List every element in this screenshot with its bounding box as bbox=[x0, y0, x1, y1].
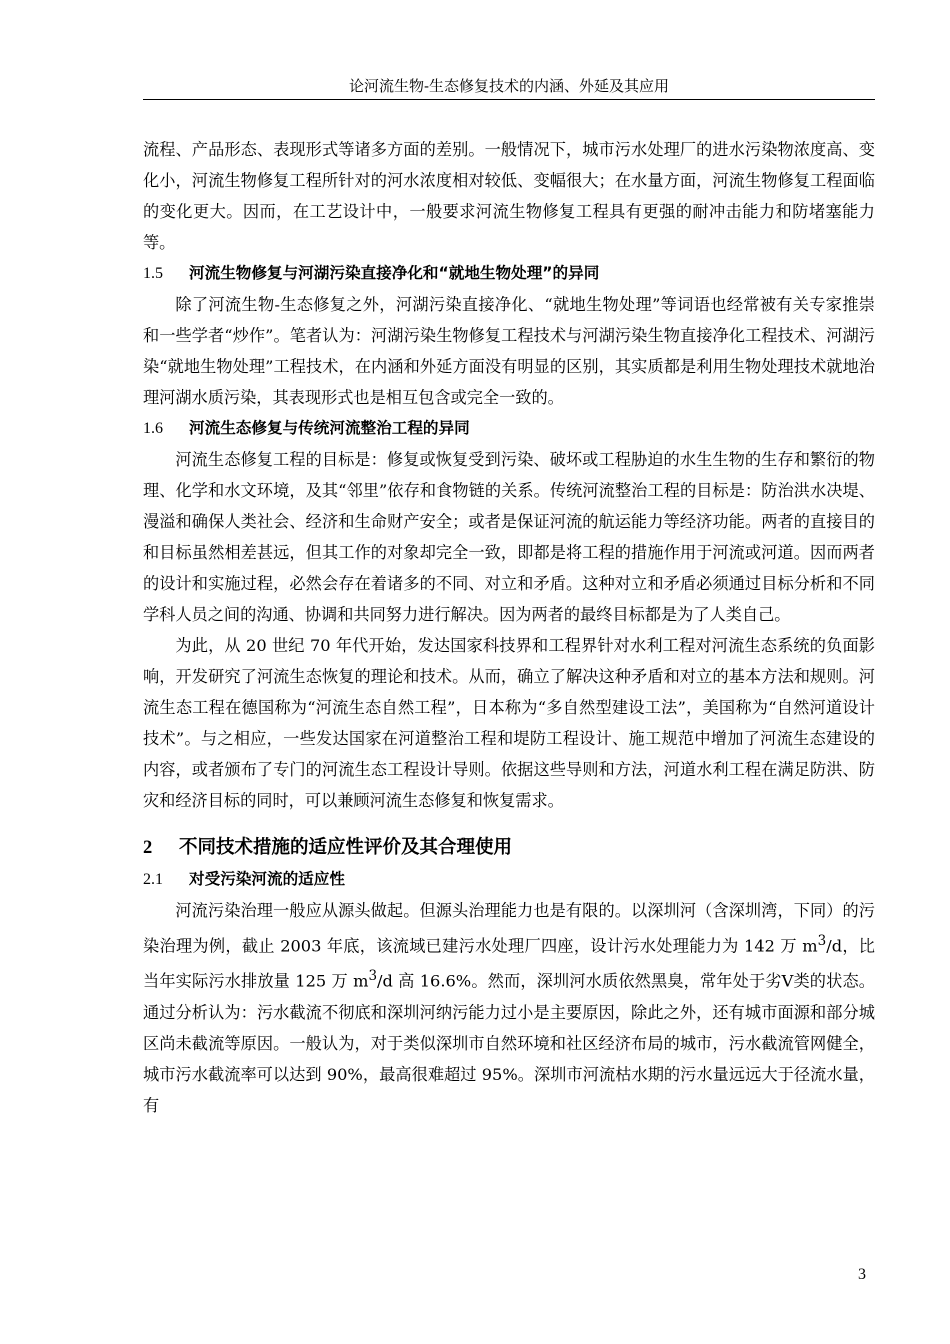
section-heading-2-1 bbox=[143, 864, 875, 895]
chapter-heading-2 bbox=[143, 832, 875, 864]
section-heading-1-6 bbox=[143, 413, 875, 444]
superscript: 3 bbox=[817, 933, 827, 949]
paragraph-1-6-b: 为此，从 20 世纪 70 年代开始，发达国家科技界和工程界针对水利工程对河流生态系统的负面影响，开发研究了河流生态恢复的理论和技术。从而，确立了解决这种矛盾和对立的基本方法和规则。河流生态工程在德国称为“河流生态自然工程”，日本称为“多自然型建设工法”，美国称为“自然河道设计技术”。与之相应，一些发达国家在河道整治工程和堤防工程设计、施工规范中增加了河流生态建设的内容，或者颁布了专门的河流生态工程设计导则。依据这些导则和方法，河道水利工程在满足防洪、防灾和经济目标的同时，可以兼顾河流生态修复和恢复需求。 bbox=[143, 636, 875, 810]
section-number: 1.5 bbox=[143, 265, 163, 282]
section-title: 河流生物修复与河湖污染直接净化和“就地生物处理”的异同 bbox=[189, 264, 600, 282]
paragraph-continuation: 流程、产品形态、表现形式等诸多方面的差别。一般情况下，城市污水处理厂的进水污染物浓度高、变化小，河流生物修复工程所针对的河水浓度相对较低、变幅很大；在水量方面，河流生物修复工程面临的变化更大。因而，在工艺设计中，一般要求河流生物修复工程具有更强的耐冲击能力和防堵塞能力等。 bbox=[143, 140, 875, 252]
paragraph-1-6-a: 河流生态修复工程的目标是：修复或恢复受到污染、破坏或工程胁迫的水生生物的生存和繁衍的物理、化学和水文环境，及其“邻里”依存和食物链的关系。传统河流整治工程的目标是：防治洪水决堤、漫溢和确保人类社会、经济和生命财产安全；或者是保证河流的航运能力等经济功能。两者的直接目的和目标虽然相差甚远，但其工作的对象却完全一致，即都是将工程的措施作用于河流或河道。因而两者的设计和实施过程，必然会存在着诸多的不同、对立和矛盾。这种对立和矛盾必须通过目标分析和不同学科人员之间的沟通、协调和共同努力进行解决。因为两者的最终目标都是为了人类自己。 bbox=[143, 450, 875, 624]
paragraph-1-5: 除了河流生物-生态修复之外，河湖污染直接净化、“就地生物处理”等词语也经常被有关专家推崇和一些学者“炒作”。笔者认为：河湖污染生物修复工程技术与河湖污染生物直接净化工程技术、河湖污染“就地生物处理”工程技术，在内涵和外延方面没有明显的区别，其实质都是利用生物处理技术就地治理河湖水质污染，其表现形式也是相互包含或完全一致的。 bbox=[143, 295, 875, 407]
chapter-title: 不同技术措施的适应性评价及其合理使用 bbox=[179, 837, 513, 858]
text-run: /d，比当年实际污水排放量 125 万 m bbox=[143, 936, 875, 991]
section-number: 1.6 bbox=[143, 420, 163, 437]
superscript: 3 bbox=[368, 968, 378, 985]
section-heading-1-5 bbox=[143, 258, 875, 289]
text-run: 河流污染治理一般应从源头做起。但源头治理能力也是有限的。以深圳河（含深圳湾，下同）的污染治理为例，截止 2003 年底，该流域已建污水处理厂四座，设计污水处理能力为 142 万 m bbox=[143, 901, 875, 956]
text-run: /d 高 16.6%。然而，深圳河水质依然黑臭，常年处于劣Ⅴ类的状态。通过分析认为：污水截流不彻底和深圳河纳污能力过小是主要原因，除此之外，还有城市面源和部分城区尚未截流等原因。一般认为，对于类似深圳市自然环境和社区经济布局的城市，污水截流管网健全，城市污水截流率可以达到 90%，最高很难超过 95%。深圳市河流枯水期的污水量远远大于径流水量，有 bbox=[143, 971, 875, 1115]
running-header: 论河流生物-生态修复技术的内涵、外延及其应用 bbox=[348, 77, 670, 95]
section-title: 对受污染河流的适应性 bbox=[189, 870, 345, 888]
header-rule bbox=[143, 99, 875, 100]
page-number: 3 bbox=[858, 1266, 866, 1283]
page-body bbox=[143, 134, 875, 1121]
chapter-number: 2 bbox=[143, 838, 153, 858]
section-number: 2.1 bbox=[143, 871, 163, 888]
paragraph-2-1 bbox=[143, 895, 875, 1121]
section-title: 河流生态修复与传统河流整治工程的异同 bbox=[189, 419, 470, 437]
